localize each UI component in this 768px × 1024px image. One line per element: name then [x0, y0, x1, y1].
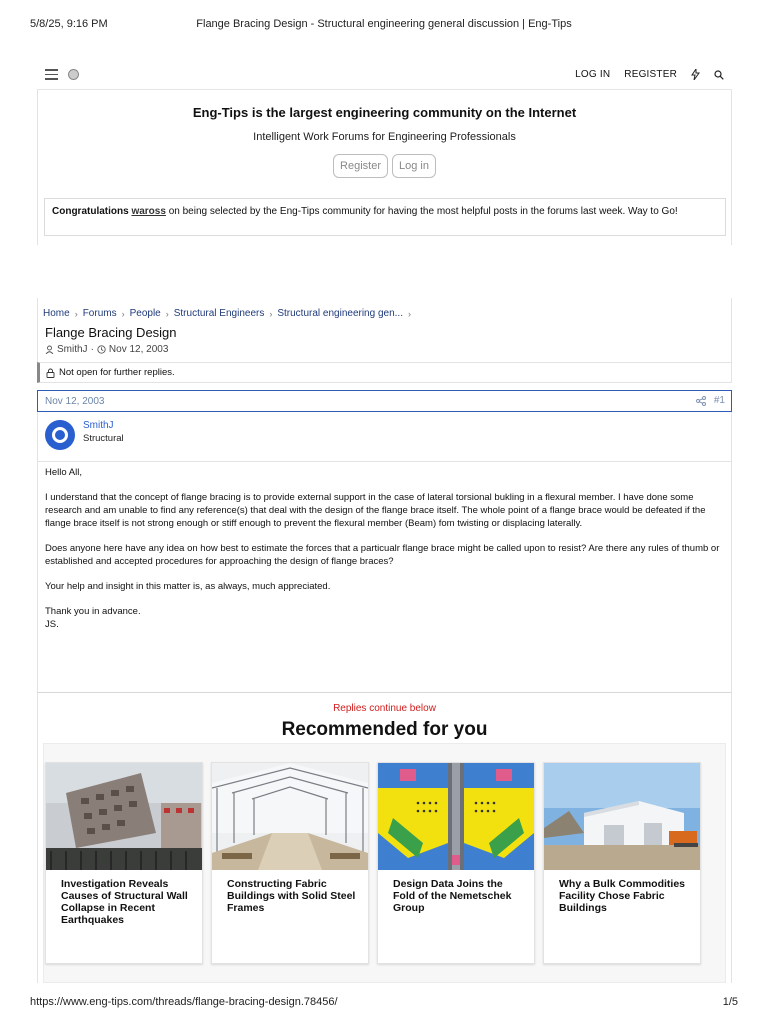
breadcrumb-structural-engineers[interactable]: Structural Engineers — [173, 308, 265, 319]
page-title: Flange Bracing Design — [45, 325, 177, 340]
post-header — [37, 390, 732, 412]
top-navigation-bar — [37, 62, 732, 90]
register-link[interactable]: REGISTER — [624, 69, 677, 80]
post-actions — [696, 395, 725, 406]
thread-closed-notice — [37, 362, 732, 383]
recommended-card[interactable] — [377, 762, 535, 964]
recommended-card-title[interactable]: Constructing Fabric Buildings with Solid Steel Frames — [227, 878, 356, 914]
recommended-card[interactable] — [211, 762, 369, 964]
recommended-card[interactable] — [45, 762, 203, 964]
login-link[interactable]: LOG IN — [575, 69, 611, 80]
recommended-card-title[interactable]: Investigation Reveals Causes of Structural Wall Collapse in Recent Earthquakes — [61, 878, 188, 926]
breadcrumb-forums[interactable]: Forums — [82, 308, 117, 319]
print-title: Flange Bracing Design - Structural engineering general discussion | Eng-Tips — [196, 18, 572, 30]
post-author-link[interactable]: SmithJ — [83, 420, 114, 431]
banner-buttons — [38, 154, 731, 178]
post-paragraph: Thank you in advance. — [45, 606, 141, 617]
meta-separator: · — [90, 344, 94, 355]
share-icon[interactable] — [696, 396, 706, 406]
congrats-lead: Congratulations — [52, 206, 129, 217]
thread-author-link[interactable]: SmithJ — [57, 344, 88, 355]
recommended-card-title[interactable]: Design Data Joins the Fold of the Nemetschek Group — [393, 878, 512, 914]
welcome-banner — [37, 90, 732, 245]
chevron-right-icon: › — [121, 308, 125, 319]
bolt-icon[interactable] — [691, 69, 700, 80]
post-paragraph: JS. — [45, 619, 59, 630]
closed-notice-text: Not open for further replies. — [59, 367, 175, 378]
recommended-panel — [43, 743, 726, 983]
replies-continue-note: Replies continue below — [333, 703, 436, 714]
user-icon — [45, 345, 54, 354]
post-date-link[interactable]: Nov 12, 2003 — [45, 396, 105, 407]
banner-headline: Eng-Tips is the largest engineering community on the Internet — [192, 105, 577, 120]
recommended-section — [37, 693, 732, 983]
chevron-right-icon: › — [74, 308, 78, 319]
post-number-link[interactable]: #1 — [713, 395, 725, 406]
thread-date-link[interactable]: Nov 12, 2003 — [108, 344, 169, 355]
steel-connection-model-image — [378, 763, 534, 870]
avatar[interactable] — [45, 420, 75, 450]
thread-meta — [45, 344, 168, 355]
post-paragraph: Your help and insight in this matter is, as always, much appreciated. — [45, 581, 331, 592]
banner-subline: Intelligent Work Forums for Engineering Professionals — [253, 131, 516, 143]
post-paragraph: I understand that the concept of flange bracing is to provide external support in the case of lateral torsional bukling in a flexural member. I have done some research and am unable to find any reference(s) that deal with the design of the flange brace itself. The whole point of a flange brace would be defeated if the flange brace itself is not strong enough or stiff enough to prevent the flexural member (Beam) fom twisting or displacing laterally. — [45, 492, 706, 529]
breadcrumb-home[interactable]: Home — [43, 308, 70, 319]
breadcrumb-people[interactable]: People — [129, 308, 161, 319]
chevron-right-icon: › — [165, 308, 169, 319]
congrats-user-link[interactable]: waross — [131, 206, 166, 217]
register-button[interactable]: Register — [333, 154, 388, 178]
breadcrumb-structural-general[interactable]: Structural engineering gen... — [277, 308, 403, 319]
login-button[interactable]: Log in — [392, 154, 436, 178]
lock-icon — [46, 368, 55, 378]
recommended-card[interactable] — [543, 762, 701, 964]
post-paragraph: Hello All, — [45, 467, 82, 478]
chevron-right-icon: › — [269, 308, 273, 319]
search-icon[interactable] — [714, 70, 724, 80]
menu-icon[interactable] — [45, 69, 58, 80]
print-url: https://www.eng-tips.com/threads/flange-bracing-design.78456/ — [30, 996, 338, 1008]
breadcrumb — [43, 308, 411, 319]
congrats-notice — [44, 198, 726, 236]
logo-icon[interactable] — [68, 69, 79, 80]
recommended-heading: Recommended for you — [281, 719, 488, 740]
commodities-facility-image — [544, 763, 700, 870]
print-page-number: 1/5 — [722, 996, 738, 1008]
congrats-text: on being selected by the Eng-Tips community for having the most helpful posts in the forums last week. Way to Go! — [168, 206, 678, 217]
post-body — [37, 462, 732, 693]
print-date: 5/8/25, 9:16 PM — [30, 18, 108, 30]
recommended-card-title[interactable]: Why a Bulk Commodities Facility Chose Fabric Buildings — [559, 878, 686, 914]
clock-icon — [97, 345, 106, 354]
fabric-building-frame-image — [212, 763, 368, 870]
thread-header — [37, 298, 732, 362]
account-nav — [575, 69, 724, 80]
collapsed-building-image — [46, 763, 202, 870]
post-author-row — [37, 412, 732, 462]
post-paragraph: Does anyone here have any idea on how best to estimate the forces that a particualr flange brace might be called upon to resist? Are there any rules of thumb or established and accepted procedures for approaching the design of flange braces? — [45, 543, 720, 567]
chevron-right-icon: › — [407, 308, 411, 319]
post-author-role: Structural — [83, 433, 124, 444]
